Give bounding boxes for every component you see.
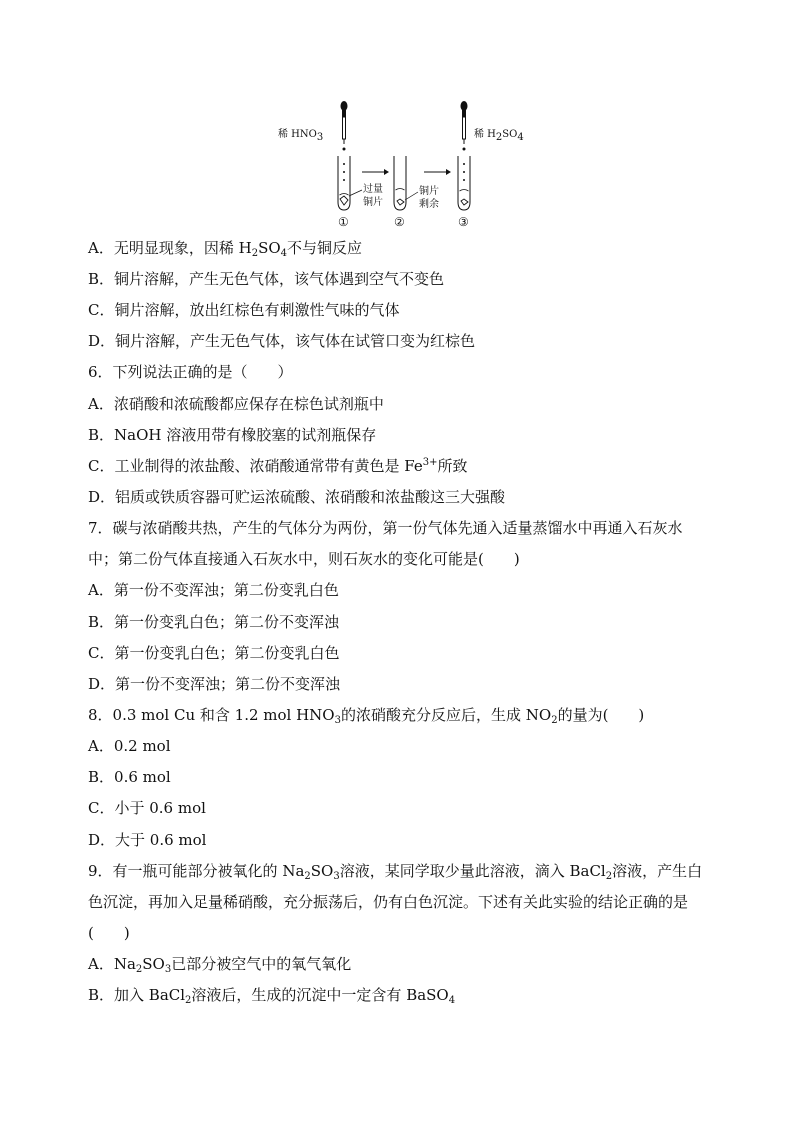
q6-option-d: D．铝质或铁质容器可贮运浓硫酸、浓硝酸和浓盐酸这三大强酸 xyxy=(88,488,506,506)
q5-option-b: B．铜片溶解，产生无色气体，该气体遇到空气不变色 xyxy=(88,270,445,288)
test-tube-diagram xyxy=(300,96,540,236)
experiment-figure xyxy=(278,96,540,236)
q5-option-d: D．铜片溶解，产生无色气体，该气体在试管口变为红棕色 xyxy=(88,332,476,350)
tube1-label-line1: 过量 xyxy=(363,184,383,195)
dropper-right xyxy=(461,101,468,151)
q9-stem-line1: 9．有一瓶可能部分被氧化的 $Na_2SO_3$溶液，某同学取少量此溶液，滴入 BaCl$_2$溶液，产生白 xyxy=(88,862,703,882)
q8-option-d: D．大于 0.6 mol xyxy=(88,831,207,849)
q7-option-a: A．第一份不变浑浊；第二份变乳白色 xyxy=(88,581,339,599)
arrow-1 xyxy=(362,169,389,175)
q8-option-b: B．0.6 mol xyxy=(88,768,171,786)
q9-option-b: B．加入 BaCl$_2$溶液后，生成的沉淀中一定含有 BaSO$_4$ xyxy=(88,986,456,1006)
q7-option-d: D．第一份不变浑浊；第二份不变浑浊 xyxy=(88,675,341,693)
q5-option-a: A．无明显现象，因稀 $H_2SO_4$不与铜反应 xyxy=(88,239,363,259)
tube2-label-line2: 剩余 xyxy=(419,199,439,210)
tube2-label-line1: 铜片 xyxy=(419,186,439,197)
test-tube-1 xyxy=(338,156,362,210)
q7-stem-line2: 中；第二份气体直接通入石灰水中，则石灰水的变化可能是( ) xyxy=(88,550,520,568)
reagent-label-left: 稀 $HNO_3$ xyxy=(278,129,324,143)
step-label-3: ③ xyxy=(458,215,469,229)
step-label-1: ① xyxy=(338,215,349,229)
q7-option-b: B．第一份变乳白色；第二份不变浑浊 xyxy=(88,613,340,631)
step-label-2: ② xyxy=(394,215,405,229)
dropper-left xyxy=(341,101,348,151)
q6-option-a: A．浓硝酸和浓硫酸都应保存在棕色试剂瓶中 xyxy=(88,395,384,413)
q8-stem: 8．0.3 mol Cu 和含 1.2 mol $HNO_3$的浓硝酸充分反应后，生成 $NO_2$的量为( ) xyxy=(88,706,645,726)
q6-option-b: B．NaOH 溶液用带有橡胶塞的试剂瓶保存 xyxy=(88,426,377,444)
q5-option-c: C．铜片溶解，放出红棕色有刺激性气味的气体 xyxy=(88,301,400,319)
q7-stem-line1: 7．碳与浓硝酸共热，产生的气体分为两份，第一份气体先通入适量蒸馏水中再通入石灰水 xyxy=(88,519,683,537)
q8-option-c: C．小于 0.6 mol xyxy=(88,799,206,817)
tube1-label-line2: 铜片 xyxy=(363,197,383,208)
q7-option-c: C．第一份变乳白色；第二份变乳白色 xyxy=(88,644,340,662)
q9-stem-line2: 色沉淀，再加入足量稀硝酸，充分振荡后，仍有白色沉淀。下述有关此实验的结论正确的是 xyxy=(88,893,689,911)
test-tube-2 xyxy=(394,156,418,210)
reagent-label-right: 稀 $H_2SO_4$ xyxy=(474,129,524,143)
q9-option-a: A．$Na_2SO_3$已部分被空气中的氧气氧化 xyxy=(88,955,352,975)
q9-stem-line3: ( ) xyxy=(88,924,130,942)
test-tube-3 xyxy=(458,156,470,210)
q6-option-c: C．工业制得的浓盐酸、浓硝酸通常带有黄色是 $Fe^{3+}$所致 xyxy=(88,457,468,475)
q8-option-a: A．0.2 mol xyxy=(88,737,171,755)
arrow-2 xyxy=(424,169,451,175)
q6-stem: 6．下列说法正确的是（ ） xyxy=(88,363,293,381)
